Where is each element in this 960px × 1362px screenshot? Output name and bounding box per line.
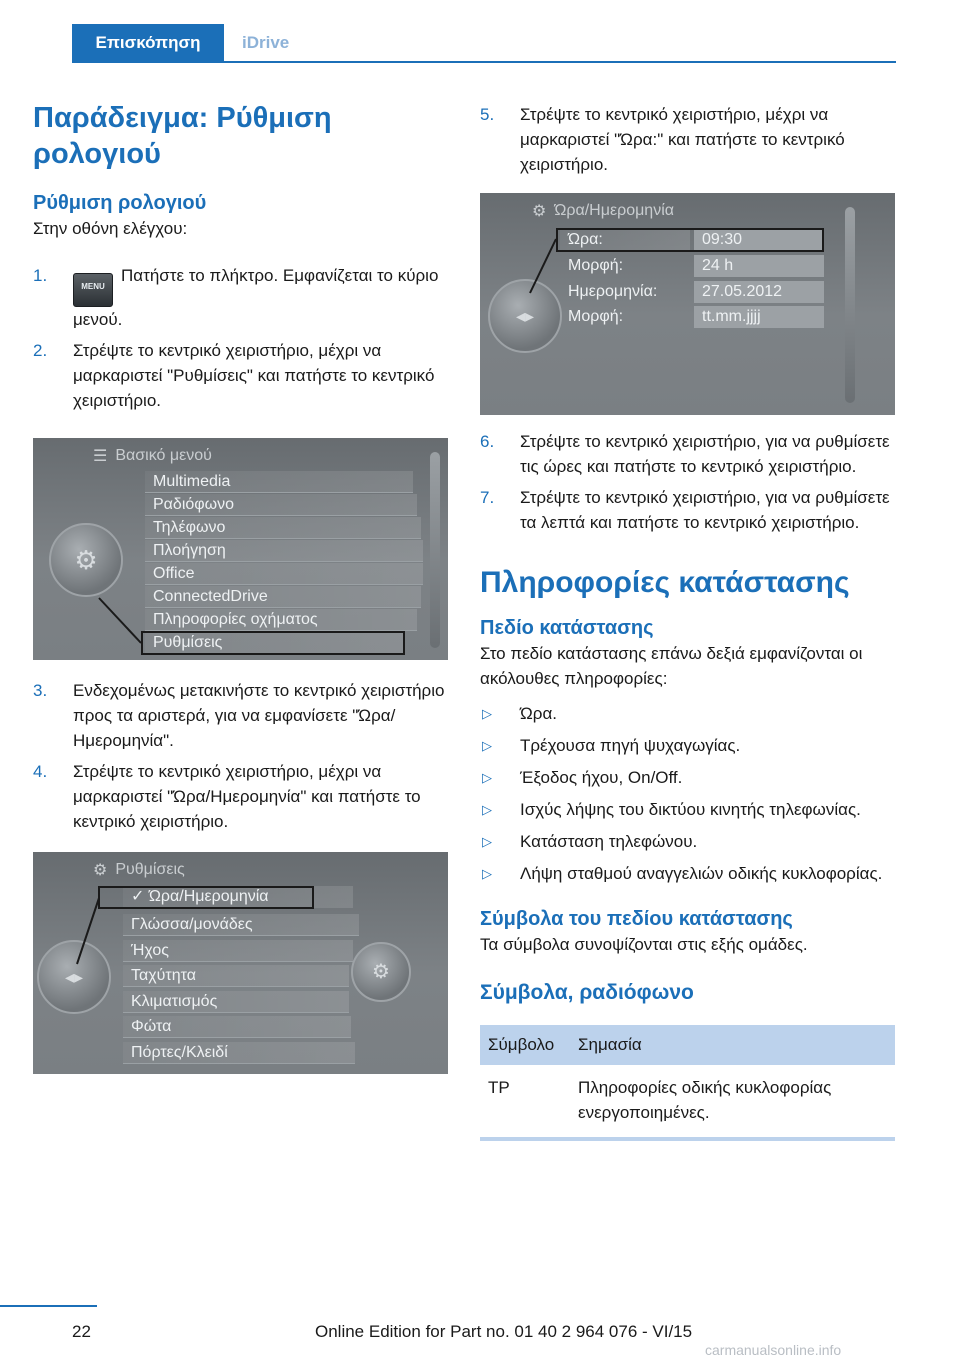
step-text: Στρέψτε το κεντρικό χειριστήριο, μέχρι να μαρκαριστεί "Ώρα:" και πατήστε το κεντρικό χειριστήριο. xyxy=(520,105,845,174)
scrollbar[interactable] xyxy=(845,207,855,403)
edition-info: Online Edition for Part no. 01 40 2 964 076 - VI/15 xyxy=(315,1322,693,1341)
step-4 xyxy=(33,759,448,834)
table-header: Σημασία xyxy=(570,1025,895,1065)
step-number: 4. xyxy=(33,762,48,781)
screen-settings xyxy=(33,852,448,1074)
step-1 xyxy=(33,263,448,332)
scrollbar[interactable] xyxy=(430,452,440,648)
menu-item[interactable]: Πλοήγηση xyxy=(145,540,423,562)
gear-icon: ⚙ xyxy=(74,545,98,575)
step-text: Στρέψτε το κεντρικό χειριστήριο, μέχρι να μαρκαριστεί "Ώρα/Ημερομηνία" και πατήστε το κεντρικό χειριστήριο. xyxy=(73,762,421,831)
step-text: Στρέψτε το κεντρικό χειριστήριο, μέχρι να μαρκαριστεί "Ρυθμίσεις" και πατήστε το κεντρικό χειριστήριο. xyxy=(73,341,435,410)
menu-item[interactable]: Ραδιόφωνο xyxy=(145,494,417,516)
tab-overview[interactable]: Επισκόπηση xyxy=(72,24,224,61)
menu-item[interactable]: ConnectedDrive xyxy=(145,586,421,608)
setting-value[interactable]: 09:30 xyxy=(694,229,822,251)
screen-header: ☰ Βασικό μενού xyxy=(93,447,212,465)
screen-time-date xyxy=(480,193,895,415)
intro-text: Στην οθόνη ελέγχου: xyxy=(33,219,188,238)
symbols-table xyxy=(480,1025,895,1137)
step-6 xyxy=(480,429,895,479)
setting-label[interactable]: Ώρα: xyxy=(560,229,690,251)
step-number: 5. xyxy=(480,105,495,124)
setting-value[interactable]: tt.mm.jjjj xyxy=(694,306,824,328)
step-text: Πατήστε το πλήκτρο. Εμφανίζεται το κύριο μενού. xyxy=(73,266,439,329)
arrows-icon: ◂▸ xyxy=(64,967,84,987)
pointer-line xyxy=(33,852,448,1074)
symbols-text: Τα σύμβολα συνοψίζονται στις εξής ομάδες. xyxy=(480,935,808,954)
pointer-line xyxy=(480,193,895,415)
step-text: Στρέψτε το κεντρικό χειριστήριο, για να ρυθμίσετε τις ώρες και πατήστε το κεντρικό χειριστήριο. xyxy=(520,432,890,476)
step-2 xyxy=(33,338,448,413)
section-subtitle: Ρύθμιση ρολογιού xyxy=(33,192,207,214)
menu-item[interactable]: Office xyxy=(145,563,423,585)
gear-icon: ⚙ xyxy=(532,203,547,220)
status-field-heading: Πεδίο κατάστασης xyxy=(480,617,654,639)
step-7 xyxy=(480,485,895,535)
menu-item[interactable]: Ταχύτητα xyxy=(123,965,349,987)
setting-value[interactable]: 24 h xyxy=(694,255,824,277)
right-column xyxy=(480,102,895,1141)
list-item: ▷ Ώρα. xyxy=(482,704,558,723)
header-divider xyxy=(72,61,896,63)
screen-header: ⚙ Ρυθμίσεις xyxy=(93,861,185,879)
step-number: 1. xyxy=(33,266,48,285)
arrows-icon: ◂▸ xyxy=(515,306,535,326)
watermark: carmanualsonline.info xyxy=(705,1342,842,1358)
table-row xyxy=(480,1065,895,1137)
menu-item[interactable]: Multimedia xyxy=(145,471,413,493)
table-cell: TP xyxy=(488,1078,510,1097)
table-caption: Σύμβολα, ραδιόφωνο xyxy=(480,981,694,1004)
menu-item[interactable]: Ήχος xyxy=(123,940,353,962)
gear-icon: ⚙ xyxy=(372,961,390,983)
status-field-text: Στο πεδίο κατάστασης επάνω δεξιά εμφανίζονται οι ακόλουθες πληροφορίες: xyxy=(480,644,863,688)
step-text: Στρέψτε το κεντρικό χειριστήριο, για να ρυθμίσετε τα λεπτά και πατήστε το κεντρικό χειριστήριο. xyxy=(520,488,890,532)
setting-label: Μορφή: xyxy=(568,257,624,274)
menu-item[interactable]: Φώτα xyxy=(123,1016,351,1038)
step-text: Ενδεχομένως μετακινήστε το κεντρικό χειριστήριο προς τα αριστερά, για να εμφανίσετε "Ώρα/Ημερομηνία". xyxy=(73,681,445,750)
menu-item-selected[interactable]: ✓ Ώρα/Ημερομηνία xyxy=(123,886,353,908)
tab-idrive[interactable]: iDrive xyxy=(224,24,896,61)
setting-value[interactable]: 27.05.2012 xyxy=(694,281,824,303)
section-title: Πληροφορίες κατάστασης xyxy=(480,566,850,599)
list-item: ▷ Έξοδος ήχου, On/Off. xyxy=(482,768,683,787)
menu-item[interactable]: Πόρτες/Κλειδί xyxy=(123,1042,355,1064)
screen-header: ⚙ Ώρα/Ημερομηνία xyxy=(532,202,675,220)
menu-item-selected[interactable]: Ρυθμίσεις xyxy=(145,632,405,654)
left-column xyxy=(33,100,448,1074)
gear-icon: ⚙ xyxy=(93,862,108,879)
screen-main-menu xyxy=(33,438,448,660)
table-header: Σύμβολο xyxy=(480,1025,570,1065)
page-number: 22 xyxy=(72,1322,91,1341)
menu-item[interactable]: Γλώσσα/μονάδες xyxy=(123,914,359,936)
list-item: ▷ Κατάσταση τηλεφώνου. xyxy=(482,832,698,851)
step-5 xyxy=(480,102,895,177)
setting-label: Μορφή: xyxy=(568,308,624,325)
step-number: 6. xyxy=(480,432,495,451)
page-header xyxy=(0,0,960,62)
symbols-heading: Σύμβολα του πεδίου κατάστασης xyxy=(480,908,793,930)
list-item: ▷ Ισχύς λήψης του δικτύου κινητής τηλεφωνίας. xyxy=(482,800,861,819)
step-number: 3. xyxy=(33,681,48,700)
list-item: ▷ Λήψη σταθμού αναγγελιών οδικής κυκλοφορίας. xyxy=(482,864,883,883)
menu-item[interactable]: Πληροφορίες οχήματος xyxy=(145,609,417,631)
page-title: Παράδειγμα: Ρύθμιση ρολογιού xyxy=(33,102,332,170)
menu-item[interactable]: Τηλέφωνο xyxy=(145,517,421,539)
menu-item[interactable]: Κλιματισμός xyxy=(123,991,349,1013)
step-3 xyxy=(33,678,448,753)
footer-rule xyxy=(0,1305,97,1307)
table-bottom-rule xyxy=(480,1137,895,1141)
step-number: 7. xyxy=(480,488,495,507)
list-icon: ☰ xyxy=(93,448,108,465)
step-number: 2. xyxy=(33,341,48,360)
menu-button-icon: MENU xyxy=(73,273,113,307)
table-cell: Πληροφορίες οδικής κυκλοφορίας ενεργοποιημένες. xyxy=(578,1078,832,1122)
list-item: ▷ Τρέχουσα πηγή ψυχαγωγίας. xyxy=(482,736,741,755)
pointer-line xyxy=(33,438,448,660)
setting-label: Ημερομηνία: xyxy=(568,283,658,300)
